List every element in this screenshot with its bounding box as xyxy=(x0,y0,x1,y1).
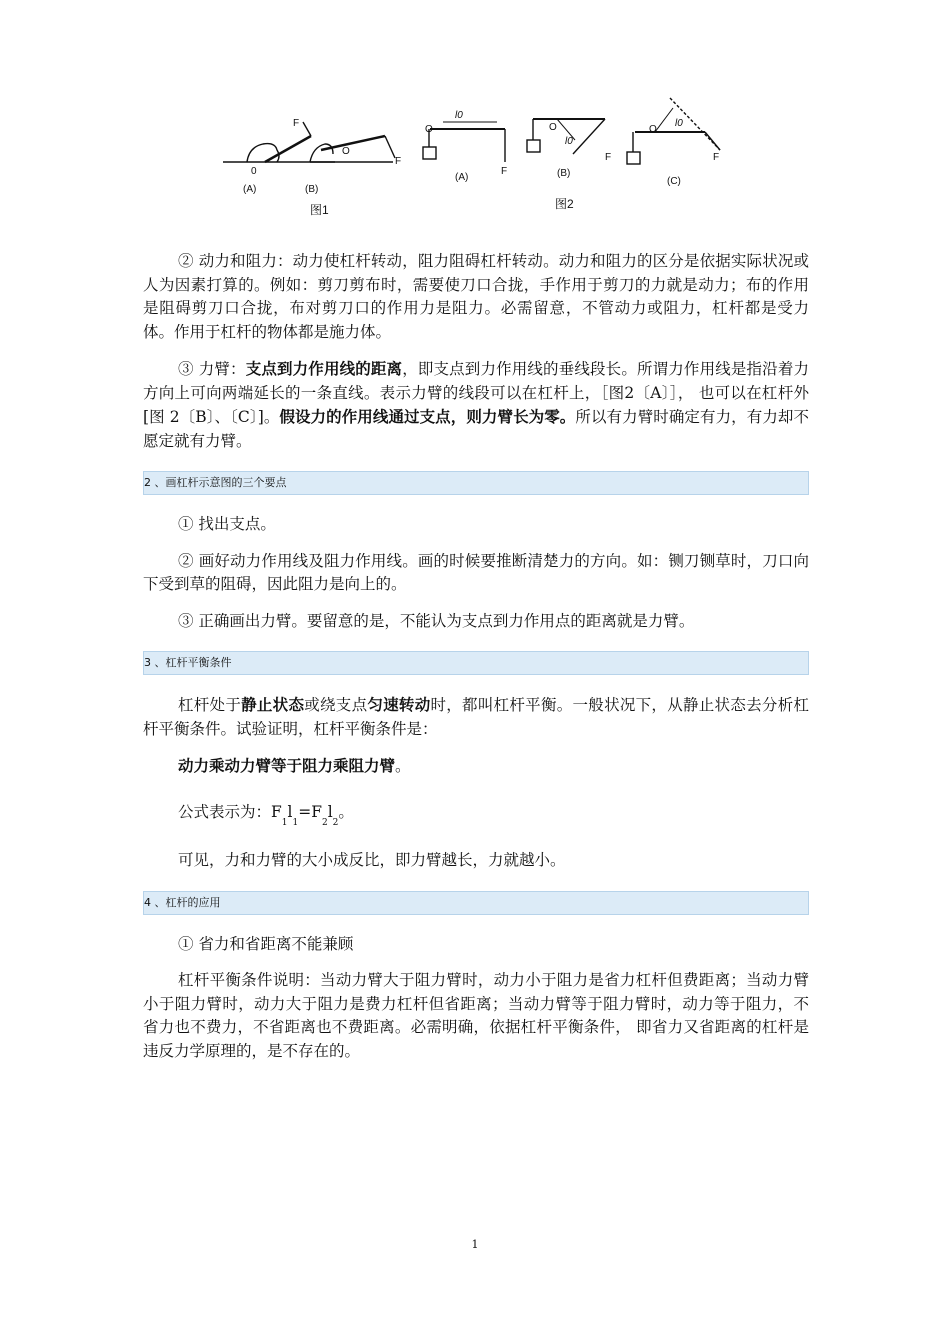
fig1a-F-label: F xyxy=(293,118,300,129)
fig2c-O-label: O xyxy=(649,124,657,135)
lever-arm-detail: ，即支点到力作用线的垂线段长。所谓力作用线是指沿着力方向上可向两端延长的一条直线。表示力臂的线段可以在杠杆上，［图2〔A〕］， 也可以在杠杆外[图 2〔B〕、〔C〕]。 xyxy=(143,360,809,426)
fig1a-force xyxy=(303,122,311,136)
balance-static: 静止状态 xyxy=(241,695,305,714)
balance-or: 或绕支点 xyxy=(304,696,368,714)
fig2b-weight xyxy=(527,140,540,152)
formula-l1: l xyxy=(287,802,293,821)
section4-item1: ① 省力和省距离不能兼顾 xyxy=(178,934,354,953)
formula-end: 。 xyxy=(338,802,354,821)
formula-sub-2b: 2 xyxy=(332,817,339,828)
section-heading-3: 3 、杠杆平衡条件 xyxy=(143,651,809,675)
lever-arm-tail: 所以有力臂时确定有力，有力却不愿定就有力臂。 xyxy=(143,408,809,450)
fig2c-l0-label: l0 xyxy=(675,118,683,129)
balance-lead: 杠杆处于 xyxy=(178,696,242,714)
balance-rule-text: 动力乘动力臂等于阻力乘阻力臂 xyxy=(178,756,396,775)
fig2c-weight xyxy=(627,152,640,164)
fig1b-O-label: O xyxy=(342,146,350,157)
fig2-caption: 图2 xyxy=(555,197,574,211)
fig2a-F-label: F xyxy=(501,166,508,177)
fig1a-bar xyxy=(265,136,311,162)
fig2a-weight xyxy=(423,147,436,159)
fig2c-arm xyxy=(655,108,673,132)
fig1b-F-label: F xyxy=(395,156,402,167)
paragraph-force-resistance: ② 动力和阻力：动力使杠杆转动，阻力阻碍杠杆转动。动力和阻力的区分是依据实际状况或人为因素打算的。例如：剪刀剪布时，需要使刀口合拢，手作用于剪刀的力就是动力；布的作用是阻碍剪刀口合拢，布对剪刀口的作用力是阻力。必需留意，不管动力或阻力，杠杆都是受力体。作用于杠杆的物体都是施力体。 xyxy=(143,252,809,341)
fig1b-bar xyxy=(321,136,385,150)
fig2b-O-label: O xyxy=(549,122,557,133)
fig1b-force xyxy=(385,136,395,158)
lever-arm-definition: 支点到力作用线的距离 xyxy=(245,359,403,378)
formula-l2: l xyxy=(327,802,333,821)
formula-eq: =F xyxy=(298,802,322,821)
lever-arm-lead: ③ 力臂： xyxy=(178,360,246,378)
section2-item1: ① 找出支点。 xyxy=(178,515,276,533)
balance-formula xyxy=(143,801,809,828)
section4-paragraph: 杠杆平衡条件说明：当动力臂大于阻力臂时，动力小于阻力是省力杠杆但费距离；当动力臂小于阻力臂时，动力大于阻力是费力杠杆但省距离；当动力臂等于阻力臂时，动力等于阻力，不省力也不费力，不省距离也不费距离。必需明确，依据杠杆平衡条件， 即省力又省距离的杠杆是违反力学原理的，是不存在的。 xyxy=(143,971,809,1060)
fig2b-force xyxy=(573,119,605,154)
lever-arm-zero: 假设力的作用线通过支点，则力臂长为零。 xyxy=(279,407,576,426)
fig2-B-label: (B) xyxy=(557,168,571,179)
balance-rule xyxy=(143,754,809,779)
fig2a-l0-label: l0 xyxy=(455,110,463,121)
lever-figures xyxy=(215,92,745,227)
balance-rule-end: 。 xyxy=(395,757,411,775)
fig1b-rock xyxy=(310,144,333,162)
formula-prefix: 公式表示为： xyxy=(178,802,272,821)
fig2c-F-label: F xyxy=(713,152,720,163)
fig1-B-label: (B) xyxy=(305,184,319,195)
fig2a-O-label: O xyxy=(425,124,433,135)
section2-item2: ② 画好动力作用线及阻力作用线。画的时候要推断清楚力的方向。如：铡刀铡草时，刀口向下受到草的阻碍，因此阻力是向上的。 xyxy=(143,551,809,593)
fig1-A-label: (A) xyxy=(243,184,257,195)
formula-sub-2a: 2 xyxy=(321,817,328,828)
formula-sub-1b: 1 xyxy=(292,817,299,828)
section2-item3: ③ 正确画出力臂。要留意的是，不能认为支点到力作用点的距离就是力臂。 xyxy=(178,611,695,630)
section3-conclusion: 可见，力和力臂的大小成反比，即力臂越长，力就越小。 xyxy=(178,851,566,869)
formula-F1: F xyxy=(271,802,282,821)
balance-uniform: 匀速转动 xyxy=(367,695,431,714)
page-number: 1 xyxy=(471,1238,479,1251)
fig2-A-label: (A) xyxy=(455,172,469,183)
paragraph-lever-arm xyxy=(143,357,809,453)
fig2c-force xyxy=(705,132,720,150)
fig1a-rock xyxy=(247,144,279,162)
section3-paragraph xyxy=(143,693,809,741)
formula-sub-1a: 1 xyxy=(281,817,288,828)
fig1a-zero-label: 0 xyxy=(251,166,257,177)
section-heading-2: 2 、画杠杆示意图的三个要点 xyxy=(143,471,809,495)
fig2b-l0-label: l0 xyxy=(565,136,573,147)
section-heading-4: 4 、杠杆的应用 xyxy=(143,891,809,915)
document-body xyxy=(143,250,809,1076)
fig1-caption: 图1 xyxy=(310,203,329,217)
balance-tail: 时，都叫杠杆平衡。一般状况下，从静止状态去分析杠杆平衡条件。试验证明，杠杆平衡条件是： xyxy=(143,696,809,738)
fig2-C-label: (C) xyxy=(667,176,681,187)
fig2b-F-label: F xyxy=(605,152,612,163)
